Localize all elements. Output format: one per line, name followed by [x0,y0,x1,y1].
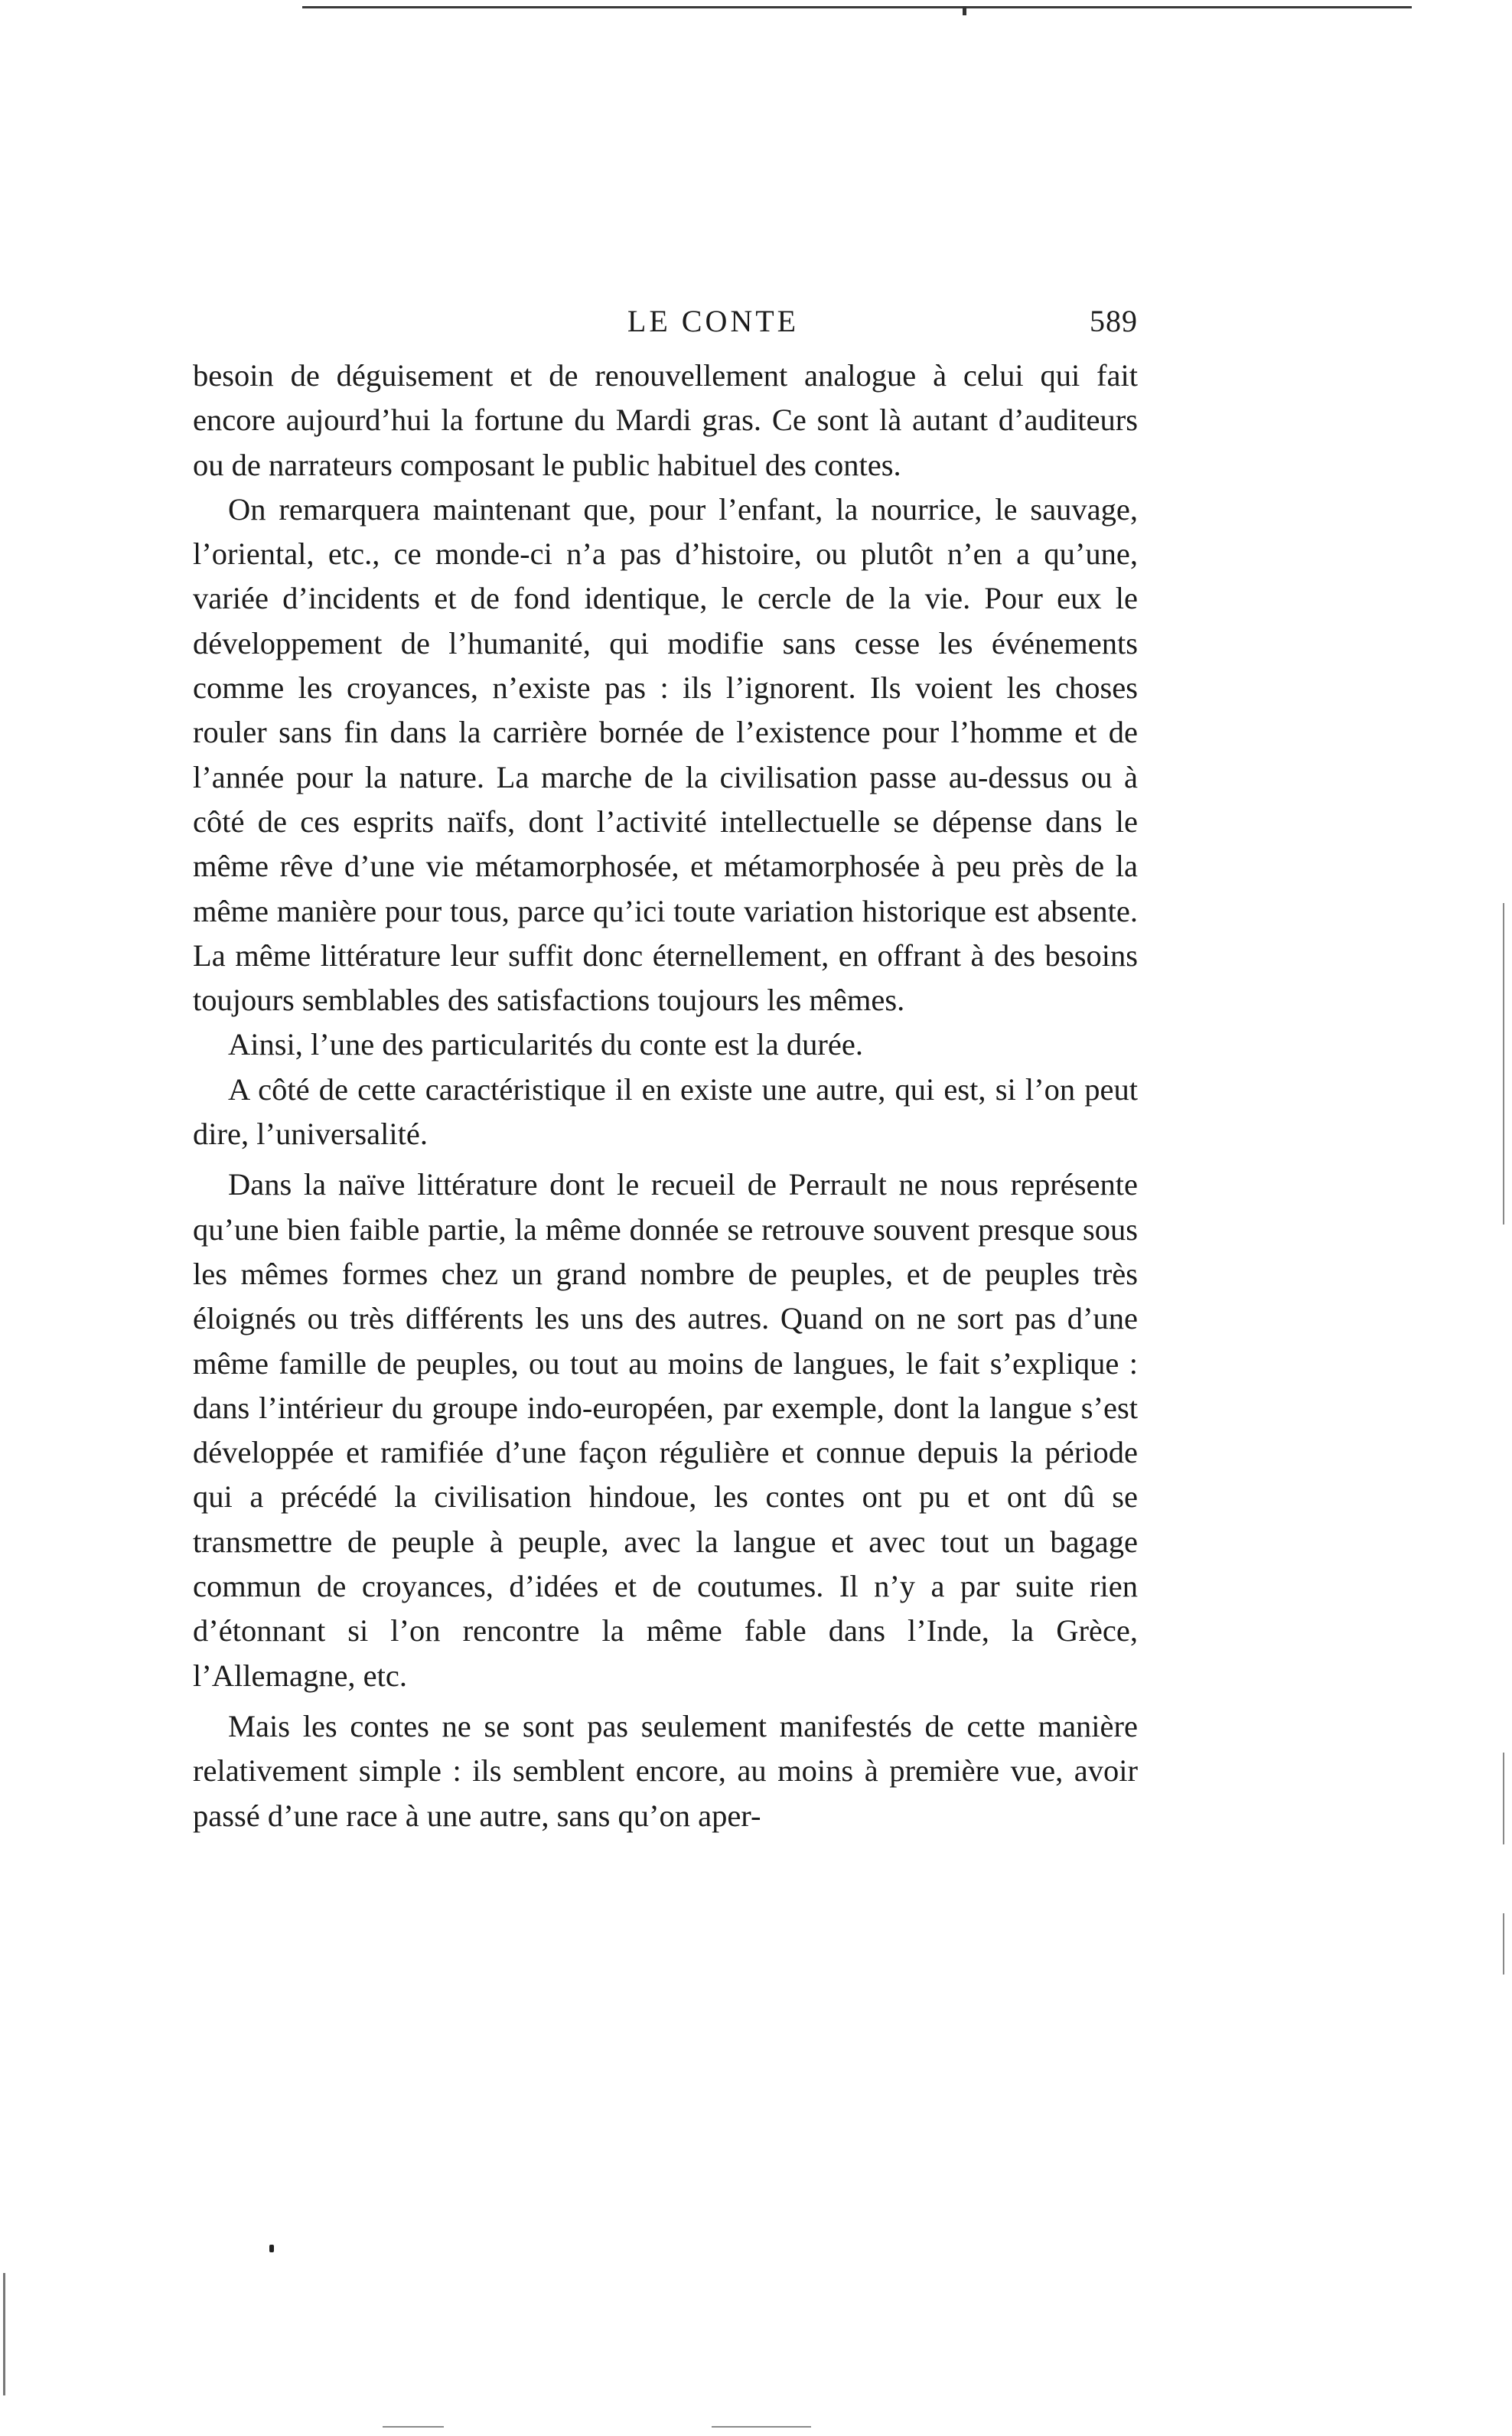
scan-speck [269,2245,274,2252]
scan-right-edge [1503,1913,1504,1975]
paragraph: Mais les contes ne se sont pas seulement manifestés de cette manière relativement simple : ils semblent encore, au moins à première vue, avoir passé d’une race à une autre, sans qu’on aper- [193,1708,1138,1833]
paragraph: besoin de déguisement et de renouvellement analogue à celui qui fait encore aujourd’hui la fortune du Mardi gras. Ce sont là autant d’auditeurs ou de narrateurs composant le public habituel des contes. [193,358,1138,482]
scan-mark [963,6,966,15]
scan-bottom-edge [383,2426,444,2428]
scan-top-edge [302,6,1412,8]
page-header [193,302,1138,348]
page-body [193,354,1138,1838]
paragraph: Ainsi, l’une des particularités du conte est la durée. [228,1027,863,1062]
paragraph: Dans la naïve littérature dont le recueil de Perrault ne nous représente qu’une bien faible partie, la même donnée se retrouve souvent presque sous les mêmes formes chez un grand nombre de peuples, et de peuples très éloignés ou très différents les uns des autres. Quand on ne sort pas d’une même famille de peuples, ou tout au moins de langues, le fait s’explique : dans l’intérieur du groupe indo-européen, par exemple, dont la langue s’est développée et ramifiée d’une façon régulière et connue depuis la période qui a précédé la civilisation hindoue, les contes ont pu et ont dû se transmettre de peuple à peuple, avec la langue et avec tout un bagage commun de croyances, d’idées et de coutumes. Il n’y a par suite rien d’étonnant si l’on rencontre la même fable dans l’Inde, la Grèce, l’Allemagne, etc. [193,1167,1138,1693]
scan-right-edge [1503,903,1504,1225]
paragraph: On remarquera maintenant que, pour l’enfant, la nourrice, le sauvage, l’oriental, etc., ce monde-ci n’a pas d’histoire, ou plutôt n’en a qu’une, variée d’incidents et de fond identique, le cercle de la vie. Pour eux le développement de l’humanité, qui modifie sans cesse les événements comme les croyances, n’existe pas : ils l’ignorent. Ils voient les choses rouler sans fin dans la carrière bornée de l’existence pour l’homme et de l’année pour la nature. La marche de la civilisation passe au-dessus ou à côté de ces esprits naïfs, dont l’activité intellectuelle se dépense dans le même rêve d’une vie métamorphosée, et métamorphosée à peu près de la même manière pour tous, parce qu’ici toute variation historique est absente. La même littérature leur suffit donc éternellement, en offrant à des besoins toujours semblables des satisfactions toujours les mêmes. [193,491,1138,1018]
page-number: 589 [1090,304,1138,338]
paragraph: A côté de cette caractéristique il en existe une autre, qui est, si l’on peut dire, l’universalité. [193,1071,1138,1152]
scan-right-edge [1503,1753,1504,1844]
scan-left-edge [3,2273,5,2395]
scan-bottom-edge [712,2426,811,2428]
running-title: LE CONTE [627,304,800,338]
